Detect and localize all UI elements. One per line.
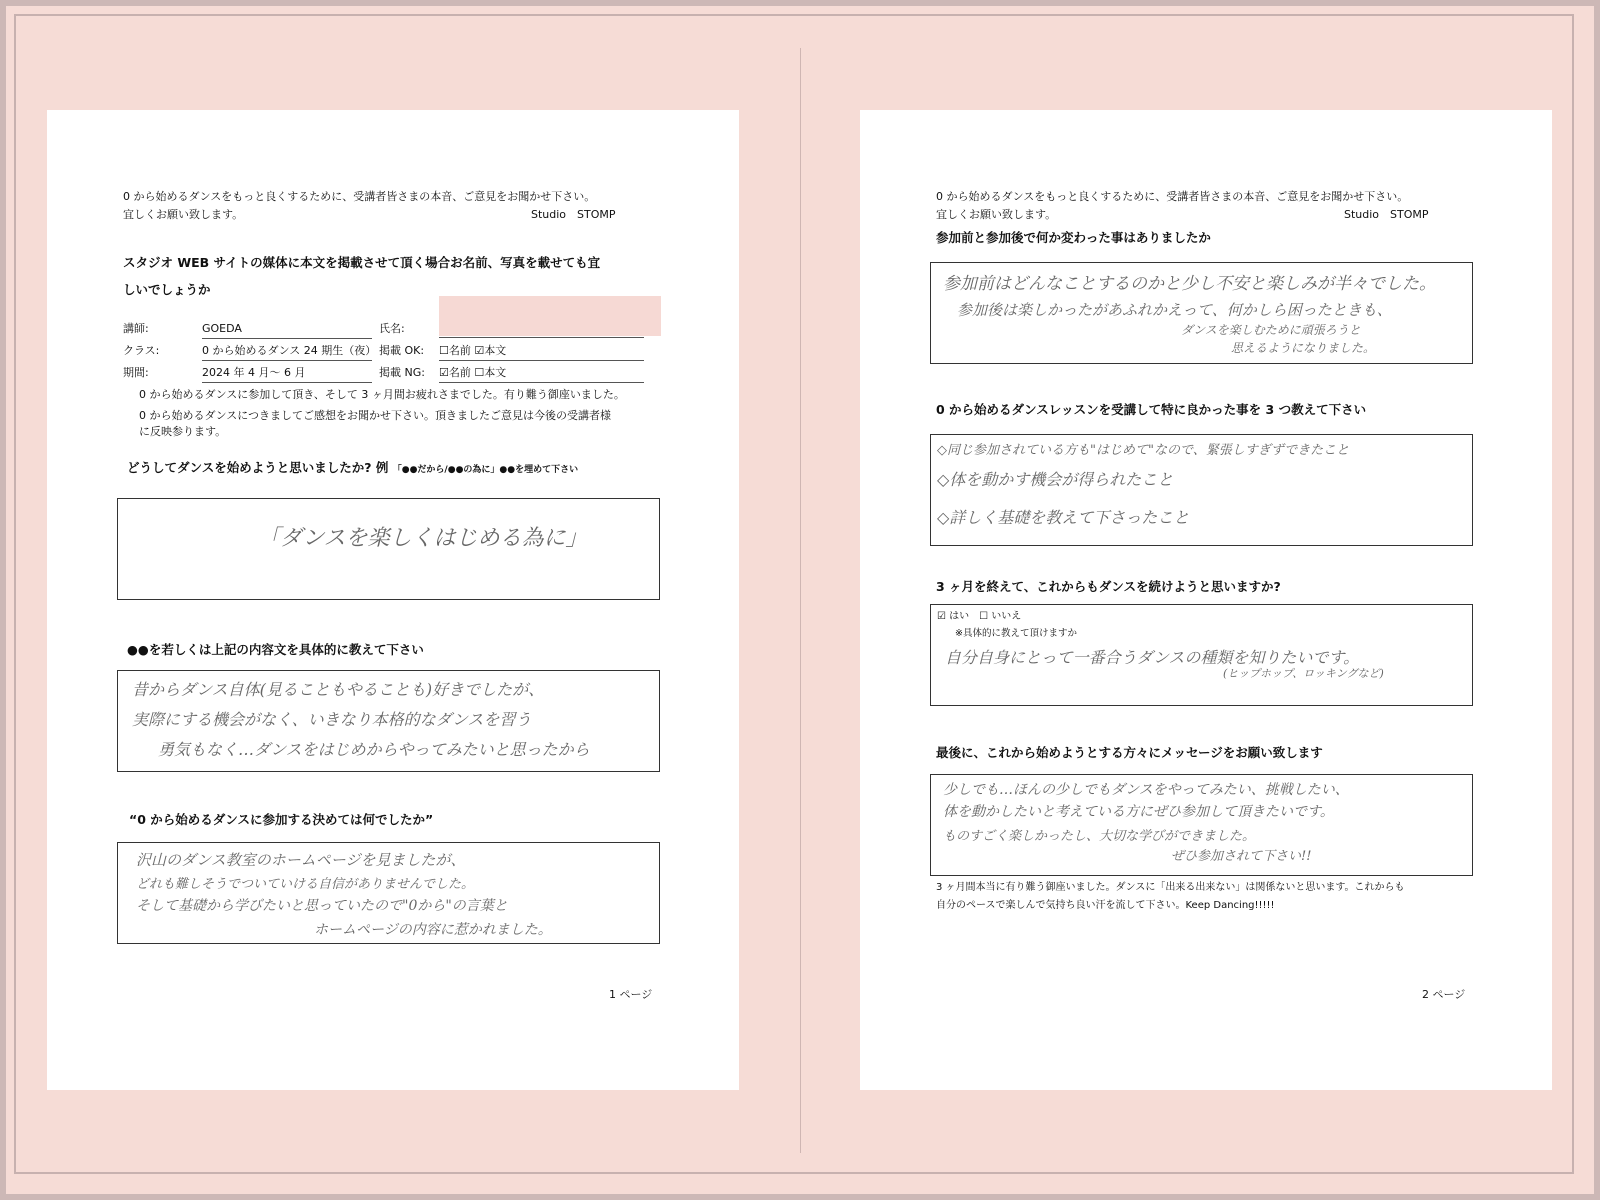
intro-line-2: 宜しくお願い致します。 [123, 208, 244, 221]
teacher-label: 講師: [123, 322, 149, 335]
answer-5-item-1: ◇同じ参加されている方も"はじめて"なので、緊張しすぎずできたこと [937, 443, 1350, 458]
answer-3-line-4: ホームページの内容に惹かれました。 [314, 922, 552, 938]
name-field-line [439, 320, 644, 338]
answer-2-line-3: 勇気もなく…ダンスをはじめからやってみたいと思ったから [158, 740, 590, 759]
answer-box-6 [930, 604, 1473, 706]
studio-name: Studio STOMP [531, 208, 616, 221]
answer-box-1 [117, 498, 660, 600]
consent-question-line-2: しいでしょうか [123, 282, 211, 297]
question-1-text: どうしてダンスを始めようと思いましたか? 例 [127, 460, 389, 475]
thanks-text: 0 から始めるダンスに参加して頂き、そして 3 ヶ月間お疲れさまでした。有り難う御座いました。 [139, 388, 625, 401]
answer-6-line-1: 自分自身にとって一番合うダンスの種類を知りたいです。 [945, 648, 1360, 667]
answer-box-7 [930, 774, 1473, 876]
studio-name: Studio STOMP [1344, 208, 1429, 221]
answer-2-line-2: 実際にする機会がなく、いきなり本格的なダンスを習う [132, 710, 532, 729]
teacher-value: GOEDA [202, 320, 372, 339]
survey-page-1 [47, 110, 739, 1090]
page-divider [800, 48, 801, 1153]
ng-options: ☑名前 ☐本文 [439, 364, 644, 383]
period-label: 期間: [123, 366, 149, 379]
answer-7-line-2: 体を動かしたいと考えている方にぜひ参加して頂きたいです。 [943, 804, 1334, 820]
name-label: 氏名: [379, 322, 405, 335]
request-line-1: 0 から始めるダンスにつきましてご感想をお聞かせ下さい。頂きましたご意見は今後の受講者様 [139, 409, 612, 422]
class-label: クラス: [123, 344, 160, 357]
answer-3-line-3: そして基礎から学びたいと思っていたので"0から"の言葉と [136, 898, 508, 914]
survey-page-2 [860, 110, 1552, 1090]
closing-line-2: 自分のペースで楽しんで気持ち良い汗を流して下さい。Keep Dancing!!!!! [936, 900, 1275, 911]
answer-5-item-3: ◇詳しく基礎を教えて下さったこと [937, 508, 1190, 527]
question-6: 3 ヶ月を終えて、これからもダンスを続けようと思いますか? [936, 579, 1281, 594]
answer-4-line-4: 思えるようになりました。 [1231, 341, 1376, 355]
continue-options: ☑ はい ☐ いいえ [937, 611, 1022, 622]
answer-box-2 [117, 670, 660, 772]
answer-4-line-3: ダンスを楽しむために頑張ろうと [1181, 323, 1361, 337]
answer-7-line-4: ぜひ参加されて下さい!! [1171, 849, 1312, 864]
answer-7-line-1: 少しでも…ほんの少しでもダンスをやってみたい、挑戦したい、 [943, 782, 1349, 798]
answer-box-3 [117, 842, 660, 944]
answer-3-line-2: どれも難しそうでついていける自信がありませんでした。 [136, 877, 475, 892]
question-5: 0 から始めるダンスレッスンを受講して特に良かった事を 3 つ教えて下さい [936, 402, 1367, 417]
intro-line-1: 0 から始めるダンスをもっと良くするために、受講者皆さまの本音、ご意見をお聞かせ下さい。 [123, 190, 596, 203]
period-value: 2024 年 4 月～ 6 月 [202, 364, 372, 383]
answer-6-line-2: (ヒップホップ、ロッキングなど) [1223, 667, 1384, 680]
question-2: ●●を若しくは上記の内容文を具体的に教えて下さい [127, 642, 424, 657]
consent-question-line-1: スタジオ WEB サイトの媒体に本文を掲載させて頂く場合お名前、写真を載せても宜 [123, 255, 601, 270]
class-value: 0 から始めるダンス 24 期生（夜） [202, 342, 372, 361]
question-3: “0 から始めるダンスに参加する決めては何でしたか” [129, 812, 434, 827]
page-number-1: 1 ページ [609, 988, 653, 1001]
answer-2-line-1: 昔からダンス自体(見ることもやることも)好きでしたが、 [132, 680, 545, 699]
closing-line-1: 3 ヶ月間本当に有り難う御座いました。ダンスに「出来る出来ない」は関係ないと思います。これからも [936, 882, 1405, 893]
intro-line-2: 宜しくお願い致します。 [936, 208, 1057, 221]
ok-options: ☐名前 ☑本文 [439, 342, 644, 361]
answer-1: 「ダンスを楽しくはじめる為に」 [258, 526, 588, 551]
question-1 [127, 458, 578, 476]
request-line-2: に反映参ります。 [139, 425, 227, 438]
intro-line-1: 0 から始めるダンスをもっと良くするために、受講者皆さまの本音、ご意見をお聞かせ下さい。 [936, 190, 1409, 203]
answer-box-5 [930, 434, 1473, 546]
answer-4-line-1: 参加前はどんなことするのかと少し不安と楽しみが半々でした。 [943, 274, 1436, 294]
question-4: 参加前と参加後で何か変わった事はありましたか [936, 230, 1211, 245]
ok-label: 掲載 OK: [379, 344, 425, 357]
ng-label: 掲載 NG: [379, 366, 425, 379]
answer-4-line-2: 参加後は楽しかったがあふれかえって、何かしら困ったときも、 [957, 301, 1392, 319]
question-1-note: 「●●だから/●●の為に」●●を埋めて下さい [392, 465, 579, 475]
answer-3-line-1: 沢山のダンス教室のホームページを見ましたが、 [136, 851, 466, 869]
answer-7-line-3: ものすごく楽しかったし、大切な学びができました。 [943, 829, 1256, 844]
page-number-2: 2 ページ [1422, 988, 1466, 1001]
question-7: 最後に、これから始めようとする方々にメッセージをお願い致します [936, 745, 1323, 760]
answer-box-4 [930, 262, 1473, 364]
continue-note: ※具体的に教えて頂けますか [955, 628, 1077, 639]
answer-5-item-2: ◇体を動かす機会が得られたこと [937, 470, 1174, 489]
